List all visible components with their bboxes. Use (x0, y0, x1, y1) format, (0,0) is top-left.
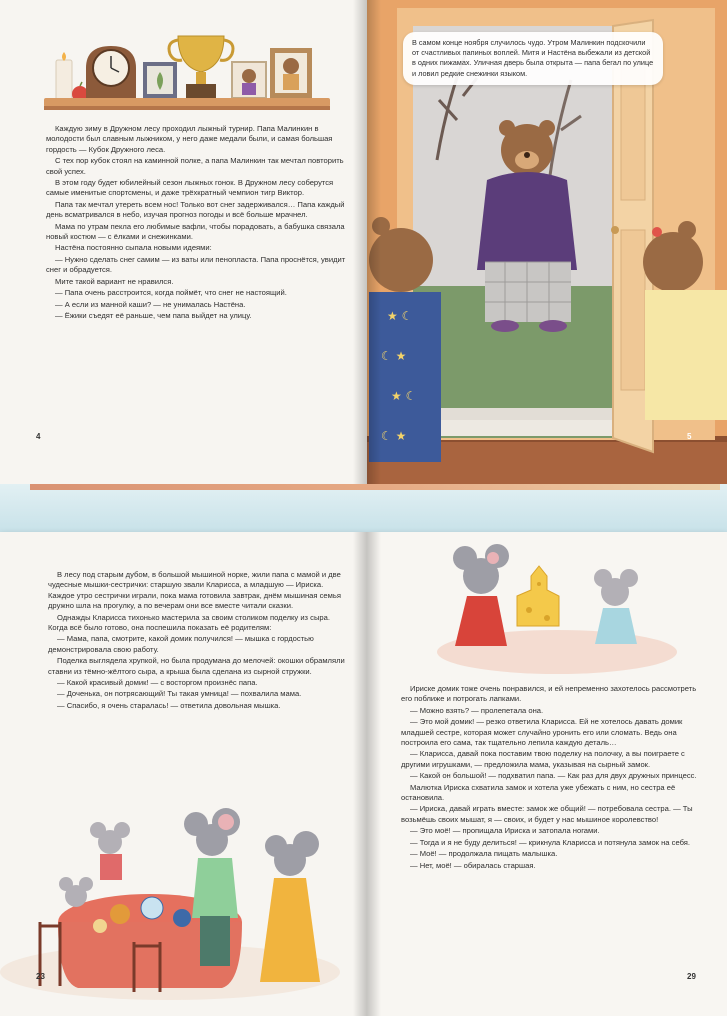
trophy-icon (169, 36, 233, 98)
page-number: 5 (687, 432, 692, 441)
paragraph: — Спасибо, я очень старалась! — ответила довольная мышка. (57, 700, 281, 710)
svg-text:★ ☾: ★ ☾ (387, 309, 413, 323)
paragraph: Мите такой вариант не нравился. (55, 276, 174, 286)
wooden-shelf (44, 98, 330, 110)
mice-castle-illustration (367, 532, 727, 682)
paragraph: Малютка Ириска схватила замок и хотела уже убежать с ним, но сестра её остановила. (401, 782, 676, 803)
page-gutter (353, 532, 367, 1016)
book-spread-bottom (0, 532, 727, 1016)
page-number: 29 (687, 972, 696, 981)
svg-text:★ ☾: ★ ☾ (391, 389, 417, 403)
book-cover-edge (30, 484, 720, 490)
story-text (48, 570, 348, 712)
paragraph: — Папа очень расстроится, когда поймёт, что снег не настоящий. (55, 288, 287, 298)
paragraph: В лесу под старым дубом, в большой мышиной норке, жили папа с мамой и две чудесные мышки-сестрички: старшую звали Кларисса, а младшую — Ириска. Каждое утро сестрички играли, пока мама готовила завтрак, днём мышиная семья дружно шла на прогулку, а по вечерам они все вместе читали сказки. (48, 570, 341, 611)
page-gutter (367, 532, 381, 1016)
paragraph: Каждую зиму в Дружном лесу проходил лыжный турнир. Папа Малинкин в молодости был славным лыжником, у него даже медали были, и самая большая гордость — Кубок Дружного леса. (46, 124, 333, 154)
mouse-icon (594, 569, 638, 644)
paragraph: Настёна постоянно сыпала новыми идеями: (55, 243, 212, 253)
mouse-icon (260, 831, 320, 982)
paragraph: — Тогда и я не буду делиться! — крикнула Кларисса и потянула замок на себя. (410, 837, 690, 847)
paragraph: С тех пор кубок стоял на каминной полке, а папа Малинкин так мечтал повторить свой успех. (46, 156, 344, 176)
paragraph: Папа так мечтал утереть всем нос! Только вот снег задерживался… Папа каждый день всматривался в небо, изучая прогноз погоды и всё больше мрачнел. (46, 199, 345, 220)
story-text (46, 124, 346, 322)
cheese-castle-icon (517, 566, 559, 626)
page-gutter (367, 0, 381, 484)
paragraph: — А если из манной каши? — не унималась Настёна. (55, 299, 246, 309)
paragraph: В этом году будет юбилейный сезон лыжных гонок. В Дружном лесу соберутся самые именитые спортсмены, и даже трёхкратный чемпион тигр Виктор. (46, 178, 334, 198)
paragraph: Ириске домик тоже очень понравился, и ей непременно захотелось рассмотреть его поближе и потрогать лапками. (401, 684, 697, 704)
page-23 (0, 532, 367, 1016)
svg-text:☾ ★: ☾ ★ (381, 429, 407, 443)
paragraph: — Доченька, он потрясающий! Ты такая умница! — похвалила мама. (57, 689, 302, 699)
background-strip (0, 484, 727, 532)
paragraph: — Моё! — продолжала пищать малышка. (410, 849, 558, 859)
paragraph: — Какой он большой! — подхватил папа. — Как раз для двух дружных принцесс. (410, 771, 697, 781)
page-5 (367, 0, 727, 484)
paragraph: — Это мой домик! — резко ответила Кларисса. Ей не хотелось давать домик младшей сестре, которая может случайно уронить его или сломать. Ведь она построила его сама, так тщательно лепила каждую деталь… (401, 717, 683, 748)
mouse-family-illustration (0, 802, 367, 1002)
page-29 (367, 532, 727, 1016)
svg-text:☾ ★: ☾ ★ (381, 349, 407, 363)
paragraph: — Можно взять? — пролепетала она. (410, 705, 544, 715)
mouse-icon (90, 822, 130, 880)
paragraph: — Кларисса, давай пока поставим твою поделку на полочку, а вы поиграете с другими игрушками, — предложила мама, указывая на сырный замок. (401, 749, 685, 769)
photo-frame-icon (270, 48, 312, 98)
candle-icon (56, 52, 72, 100)
story-text (401, 684, 707, 872)
page-number: 4 (36, 432, 41, 441)
paragraph: — Ёжики съедят её раньше, чем папа выйдет на улицу. (55, 310, 252, 320)
clock-icon (86, 46, 136, 98)
paragraph: Мама по утрам пекла его любимые вафли, чтобы порадовать, а бабушка связала новый костюм — с ёлками и снежинками. (46, 221, 345, 242)
shelf-illustration (0, 0, 367, 115)
paragraph: — Нет, моё! — обиралась старшая. (410, 860, 536, 870)
paragraph: Однажды Кларисса тихонько мастерила за своим столиком поделку из сыра. Когда всё было готово, она поспешила показать её родителям: (48, 612, 330, 633)
page-number: 23 (36, 972, 45, 981)
paragraph: — Мама, папа, смотрите, какой домик получился! — мышка с гордостью демонстрировала свою работу. (48, 634, 314, 654)
photo-frame-icon (232, 62, 266, 98)
mouse-icon (453, 544, 509, 646)
paragraph: Поделка выглядела хрупкой, но была продумана до мелочей: окошки обрамляли ставни из тёмно-жёлтого сыра, а крыша была сделана из сырной стружки. (48, 656, 345, 676)
page-gutter (353, 0, 367, 484)
paragraph: — Ириска, давай играть вместе: замок же общий! — потребовала сестра. — Ты возьмёшь своих мышат, я — своих, и будет у нас мышиное королевство! (401, 804, 693, 824)
photo-frame-icon (143, 62, 177, 98)
paragraph: — Это моё! — пропищала Ириска и затопала ногами. (410, 826, 600, 836)
speech-box: В самом конце ноября случилось чудо. Утром Малинкин подскочили от счастливых папиных воплей. Митя и Настёна выбежали из детской в одних пижамах. Уличная дверь была открыта — папа бегал по улице и ловил редкие снежинки языком. (403, 32, 663, 85)
book-spread-top (0, 0, 727, 484)
paragraph: — Какой красивый домик! — с восторгом произнёс папа. (57, 678, 258, 688)
paragraph: — Нужно сделать снег самим — из ваты или пенопласта. Папа проснётся, увидит снег и обрадуется. (46, 254, 346, 275)
page-4 (0, 0, 367, 484)
